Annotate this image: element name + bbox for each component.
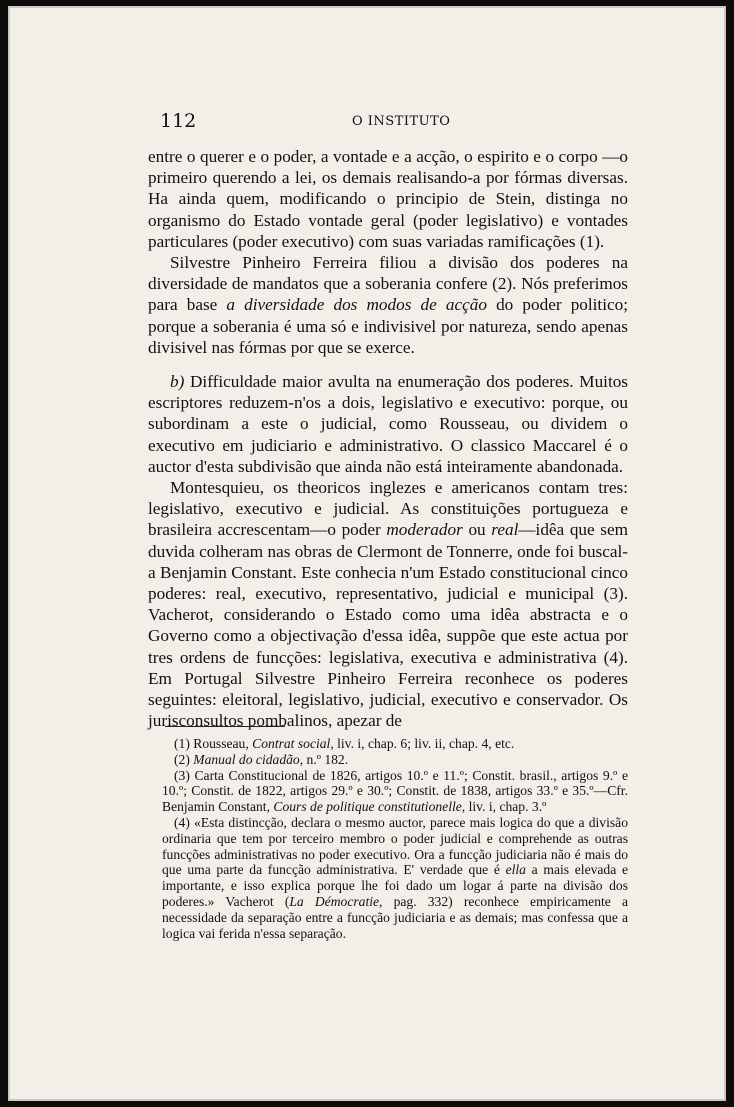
term-real: real	[491, 520, 519, 540]
footnote-4-text-c: pag. 332) reconhece empiricamente a necessidade da separação entre a funcção judiciaria e as demais; mas confessa que a logica vai ferida n'essa separação.	[162, 893, 628, 941]
footnote-1-title: Contrat social,	[252, 736, 334, 751]
section-marker-b: b)	[170, 372, 185, 392]
footnote-4	[162, 815, 628, 941]
term-moderador: moderador	[386, 520, 463, 540]
main-text	[148, 146, 628, 731]
paragraph-2-emphasis: a diversidade dos modos de acção	[226, 295, 487, 315]
footnote-4-text-b: a mais elevada e importante, e isso explica porque lhe foi dado um logar á parte na divisão dos poderes.» Vacherot (	[162, 862, 628, 909]
paragraph-2	[148, 252, 628, 358]
paragraph-4-text-b: ou	[462, 520, 492, 540]
paragraph-4	[148, 477, 628, 731]
footnote-3-ref: liv. i, chap. 3.º	[465, 799, 547, 815]
running-title: O INSTITUTO	[352, 114, 451, 129]
footnote-1-text: (1) Rousseau,	[174, 736, 253, 751]
footnote-1-ref: liv. i, chap. 6; liv. ii, chap. 4, etc.	[333, 736, 515, 751]
footnote-3-title: Cours de politique constitutionelle,	[273, 799, 466, 815]
footnote-1	[162, 736, 628, 752]
paragraph-1-text: entre o querer e o poder, a vontade e a acção, o espirito e o corpo —o primeiro querendo a lei, os demais realisando-a por fórmas diversas. Ha ainda quem, modificando o principio de Stein, distinga no organismo do Estado vontade geral (poder legislativo) e vontades particulares (poder executivo) com suas variadas ramificações (1).	[148, 147, 628, 251]
footnote-4-emphasis: ella	[505, 862, 526, 878]
paragraph-3-text: Difficuldade maior avulta na enumeração dos poderes. Muitos escriptores reduzem-n'os a dois, legislativo e executivo: porque, ou subordinam a este o judicial, como Rousseau, ou dividem o executivo em judiciario e administrativo. O classico Maccarel é o auctor d'esta subdivisão que ainda não está inteiramente abandonada.	[148, 372, 628, 476]
footnote-2	[162, 752, 628, 768]
paragraph-4-text-a: Montesquieu, os theoricos inglezes e americanos contam tres: legislativo, executivo e judicial. As constituições portugueza e brasileira accrescentam—o poder	[148, 478, 628, 540]
paragraph-1	[148, 146, 628, 252]
paragraph-2-end: do poder politico; porque a soberania é uma só e indivisivel por natureza, sendo apenas divisivel nas fórmas por que se exerce.	[148, 295, 628, 357]
paragraph-2-text: Silvestre Pinheiro Ferreira filiou a divisão dos poderes na diversidade de mandatos que a soberania confere (2). Nós preferimos para base	[148, 253, 628, 315]
paragraph-3	[148, 371, 628, 477]
footnote-3	[162, 768, 628, 815]
page-number: 112	[160, 110, 197, 132]
footnote-2-title: Manual do cidadão,	[193, 751, 304, 767]
footnote-4-text-a: (4) «Esta distincção, declara o mesmo auctor, parece mais logica do que a divisão ordinaria que tem por terceiro membro o poder judicial e comprehende as outras funcções administrativas no poder executivo. Ora a funcção judiciaria não é mais do que uma parte da funcção administrativa. E' verdade que é	[162, 814, 628, 878]
footnote-4-title: La Démocratie,	[289, 893, 383, 909]
footnote-3-text: (3) Carta Constitucional de 1826, artigos 10.º e 11.º; Constit. brasil., artigos 9.º e 10.º; Constit. de 1822, artigos 29.º e 30.º; Constit. de 1838, artigos 33.º e 35.º—Cfr. Benjamin Constant,	[162, 767, 628, 815]
paragraph-4-text-c: —idêa que sem duvida colheram nas obras de Clermont de Tonnerre, onde foi buscal-a Benjamin Constant. Este conhecia n'um Estado constitucional cinco poderes: real, executivo, representativo, judicial e municipal (3). Vacherot, considerando o Estado como uma idêa abstracta e o Governo como a objectivação d'essa idêa, suppõe que este actua por tres ordens de funcções: legislativa, executiva e administrativa (4). Em Portugal Silvestre Pinheiro Ferreira reconhece os poderes seguintes: eleitoral, legislativo, judicial, executivo e conservador. Os jurisconsultos pombalinos, apezar de	[148, 520, 628, 731]
footnote-divider	[165, 726, 285, 727]
footnote-2-ref: n.º 182.	[303, 751, 349, 767]
running-head	[160, 110, 638, 134]
footnote-2-text: (2)	[174, 751, 194, 767]
footnotes	[162, 736, 628, 941]
